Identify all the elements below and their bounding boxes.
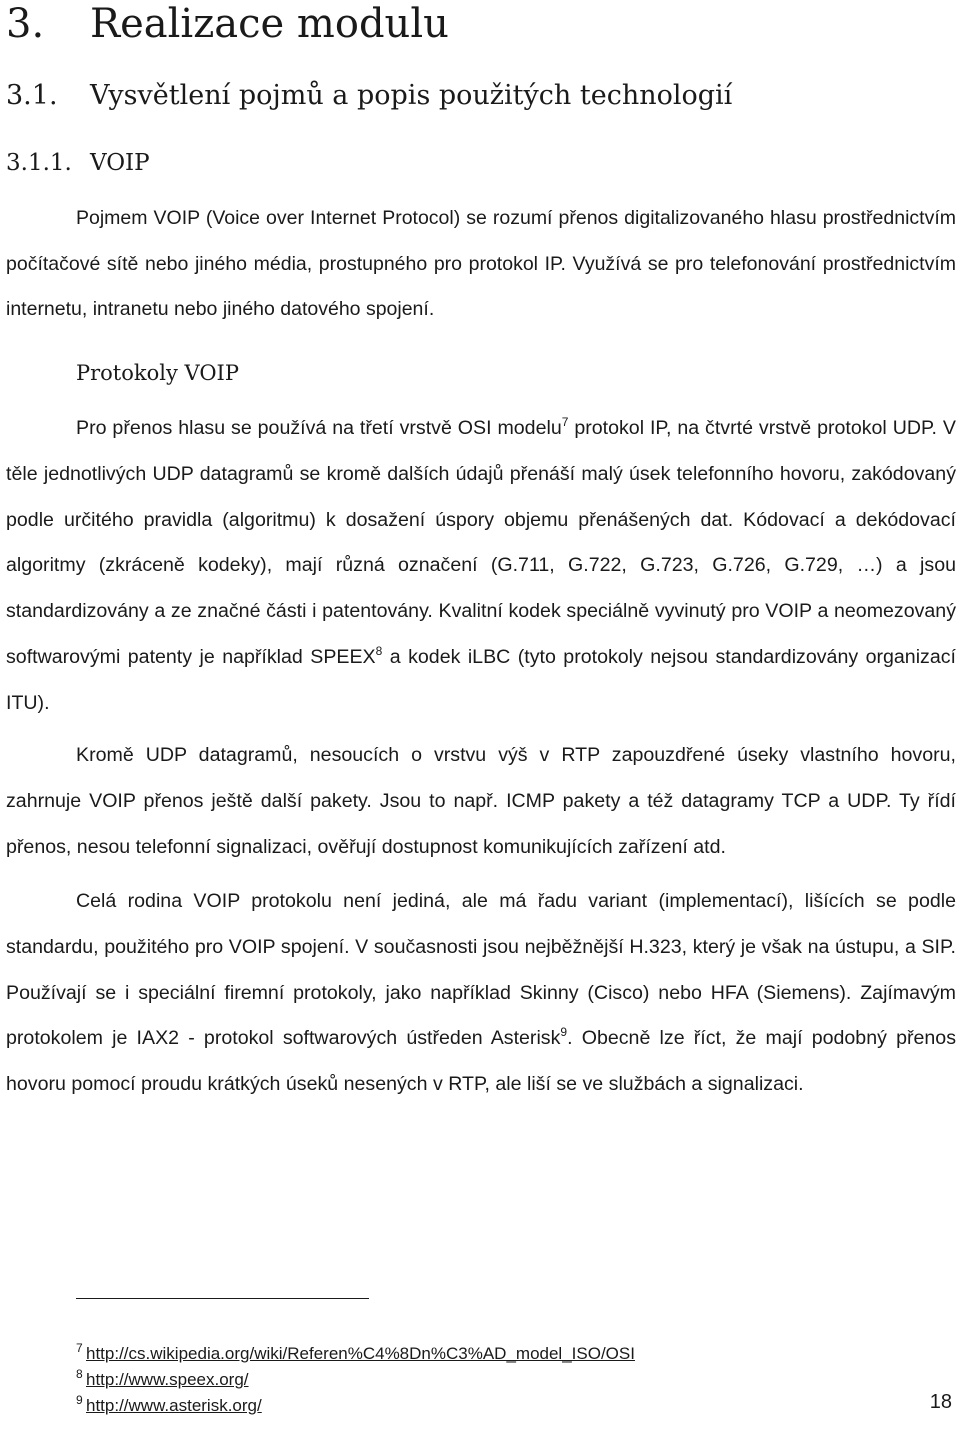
footnote-link[interactable]: http://www.speex.org/ (86, 1370, 249, 1389)
subsection-heading (6, 146, 150, 180)
paragraph-family-text-b: . Obecně lze říct, že mají podobný přenos hovoru pomocí proudu krátkých úseků nesených v RTP, ale liší se ve službách a signalizaci. (6, 1027, 956, 1096)
paragraph-voip-definition: Pojmem VOIP (Voice over Internet Protocol) se rozumí přenos digitalizovaného hlasu prostřednictvím počítačové sítě nebo jiného média, prostupného pro protokol IP. Využívá se pro telefonování prostřednictvím internetu, intranetu nebo jiného datového spojení. (6, 207, 956, 320)
section-number: 3.1. (6, 80, 58, 111)
subsection-title: VOIP (90, 150, 150, 176)
footnote-mark: 7 (76, 1341, 83, 1355)
chapter-title: Realizace modulu (90, 1, 449, 47)
footnote-ref-7[interactable]: 7 (561, 415, 569, 429)
page-number: 18 (929, 1391, 952, 1413)
footnote-link[interactable]: http://cs.wikipedia.org/wiki/Referen%C4%8Dn%C3%AD_model_ISO/OSI (86, 1344, 635, 1363)
paragraph-protocols-text-b: protokol IP, na čtvrté vrstvě protokol UDP. V těle jednotlivých UDP datagramů se kromě dalších údajů přenáší malý úsek telefonního hovoru, zakódovaný podle určitého pravidla (algoritmu) k dosažení úspory objemu přenášených dat. Kódovací a dekódovací algoritmy (zkráceně kodeky), mají různá označení (G.711, G.722, G.723, G.726, G.729, …) a jsou standardizovány a ze značné části i patentovány. Kvalitní kodek speciálně vyvinutý pro VOIP a neomezovaný softwarovými patenty je například SPEEX (6, 417, 956, 668)
paragraph-other-packets: Kromě UDP datagramů, nesoucích o vrstvu výš v RTP zapouzdřené úseky vlastního hovoru, zahrnuje VOIP přenos ještě další pakety. Jsou to např. ICMP pakety a též datagramy TCP a UDP. Ty řídí přenos, nesou telefonní signalizaci, ověřují dostupnost komunikujících zařízení atd. (6, 744, 956, 858)
subsection-number: 3.1.1. (6, 150, 72, 176)
footnote-separator (76, 1298, 369, 1299)
footnote-9 (76, 1388, 262, 1418)
section-title: Vysvětlení pojmů a popis použitých technologií (90, 80, 733, 111)
footnote-ref-8[interactable]: 8 (375, 643, 383, 658)
chapter-heading (6, 2, 449, 46)
paragraph-protocol-family (6, 879, 956, 1108)
paragraph-protocols-text-c: a kodek iLBC (tyto protokoly nejsou standardizovány organizací ITU). (6, 645, 956, 714)
protocols-subheading: Protokoly VOIP (76, 361, 239, 385)
footnote-link[interactable]: http://www.asterisk.org/ (86, 1396, 262, 1415)
chapter-number: 3. (6, 1, 45, 47)
paragraph-protocols-text-a: Pro přenos hlasu se používá na třetí vrstvě OSI modelu (76, 417, 562, 439)
footnote-ref-9[interactable]: 9 (560, 1025, 568, 1040)
footnote-mark: 8 (76, 1367, 83, 1381)
paragraph-protocols (6, 406, 956, 727)
section-heading (6, 78, 732, 114)
footnote-mark: 9 (76, 1393, 83, 1407)
paragraph-family-text-a: Celá rodina VOIP protokolu není jediná, ale má řadu variant (implementací), lišících se podle standardu, použitého pro VOIP spojení. V současnosti jsou nejběžnější H.323, který je však na ústupu, a SIP. Používají se i speciální firemní protokoly, jako například Skinny (Cisco) nebo HFA (Siemens). Zajímavým protokolem je IAX2 - protokol softwarových ústředen Asterisk (6, 890, 956, 1050)
